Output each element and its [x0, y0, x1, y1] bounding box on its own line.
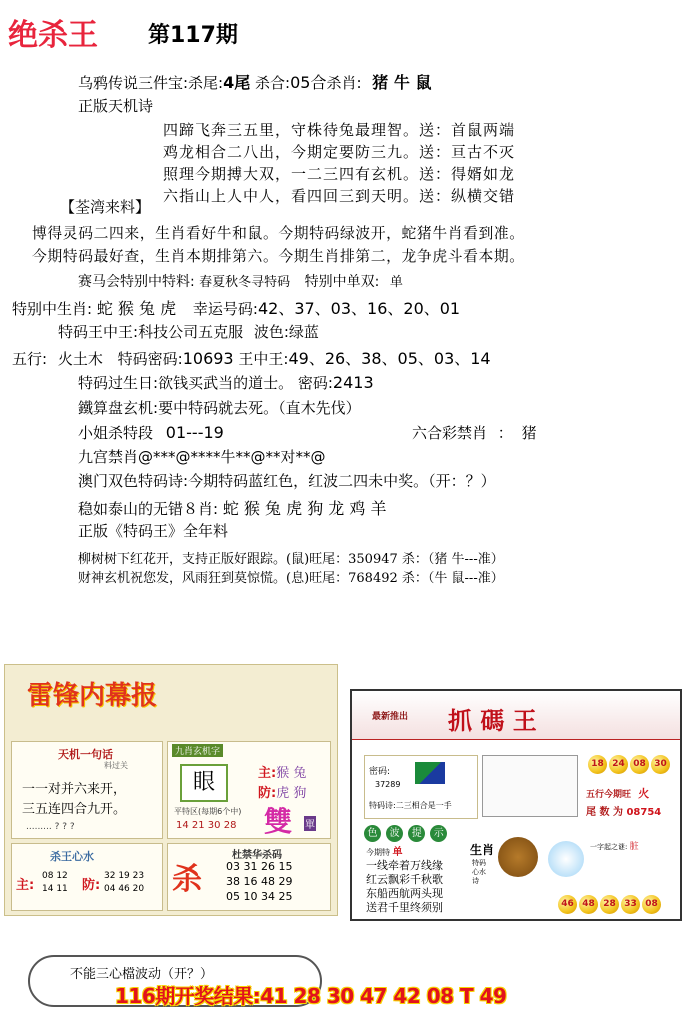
wuxing-mima: 10693 [182, 349, 234, 368]
wuya-xiao: 猪 牛 鼠 [372, 73, 432, 92]
wuya-he-label: 杀合: [250, 74, 291, 92]
leifeng-pingte-note: (每期6个中) [198, 807, 242, 816]
leifeng-title: 雷锋内幕报 [27, 681, 158, 711]
zhuama-wx-value: 火 [638, 787, 650, 800]
tmw-bo: 绿蓝 [288, 323, 319, 341]
leifeng-sha: 杀 [172, 862, 202, 897]
zhuama-mima-box [364, 755, 478, 819]
leifeng-panel [4, 664, 338, 916]
leifeng-tianji-sub: 料过关 [104, 761, 128, 770]
result-numbers: 41 28 30 47 42 08 T 49 [260, 984, 507, 1008]
leifeng-shuang-small: 單 [304, 816, 316, 831]
tiesuan-line [78, 397, 361, 418]
tmw-value: 科技公司五克服 [138, 323, 244, 341]
leifeng-pingte-label: 平特区 [174, 807, 198, 816]
zhuama-ball-top-4: 30 [651, 755, 670, 774]
zhuama-yjzhi-value: 脏 [629, 842, 639, 852]
leifeng-dots: ......... ? ? ? [26, 822, 75, 832]
zhuama-tmsh [369, 800, 452, 811]
saima-line [78, 271, 403, 291]
saima-value: 春夏秋冬寻特码 [199, 275, 291, 290]
leifeng-shazhu-row-1: 03 31 26 15 [226, 860, 293, 873]
wuxing-line [12, 346, 491, 369]
zhuama-ws-value: 08754 [626, 807, 662, 818]
shengri-mima-label: 密码: [297, 374, 333, 392]
leifeng-pingte-nums: 14 21 30 28 [176, 820, 237, 831]
zhuama-poem-1: 一线牵着万线缘 [366, 859, 443, 872]
tmw-bo-label: 波色: [253, 323, 289, 341]
wuxing-mima-label: 特码密码: [117, 350, 183, 368]
tianji-line-3: 照理今期搏大双，一二三四有玄机。送：得婿如龙 [163, 165, 516, 183]
leifeng-tianji-box [11, 741, 163, 839]
taishan-label: 稳如泰山的无错８肖: [78, 500, 219, 518]
tianji-line-4: 六指山上人中人，看四回三到天明。送：纵横交错 [163, 187, 516, 205]
zhuama-tabs [364, 821, 447, 842]
xiaojie-line [78, 422, 224, 443]
shengri-line [78, 372, 374, 393]
wuya-label: 乌鸦传说三件宝:杀尾: [78, 74, 224, 92]
jinxiao-value: 猪 [521, 424, 537, 442]
zhuama-sun-icon [548, 841, 584, 877]
result-label: 116期开奖结果: [115, 984, 261, 1008]
zhuama-ball-top-3: 08 [630, 755, 649, 774]
saima-label: 赛马会特别中特料: [78, 274, 195, 290]
leifeng-xin-fang-nums: 32 19 23 04 46 20 [104, 871, 145, 894]
leifeng-fang [258, 782, 306, 801]
zhuama-shengxiao: 生肖 [470, 843, 495, 857]
bottom-line-2: 财神玄机祝您发，风雨狂到莫惊慌。(息)旺尾：768492 杀：（牛 鼠---准） [78, 571, 504, 586]
zhuama-ball-bottom-3: 28 [600, 895, 619, 914]
taishan-value: 蛇 猴 兔 虎 狗 龙 鸡 羊 [222, 499, 387, 518]
zhuama-tmsh-value: 二三相合是一手 [395, 801, 452, 810]
zhuama-ws-label: 尾 数 为 [586, 807, 623, 818]
saima-ds-label: 特别中单双: [304, 274, 380, 290]
xiaojie-value: 01---19 [165, 423, 224, 442]
zhuama-ball-bottom-1: 46 [558, 895, 577, 914]
zhuama-yjzhi [590, 839, 639, 852]
leifeng-zhu [258, 762, 306, 781]
leifeng-shazhu-title: 杜禁华杀码 [232, 850, 282, 861]
shengri-label: 特码过生日: [78, 374, 159, 392]
tebie-lucky: 42、37、03、16、20、01 [257, 299, 461, 318]
leifeng-tianji-line-2: 三五连四合九开。 [22, 802, 127, 817]
jiugong-line: 九宫禁肖@***@****牛**@**对**@ [78, 448, 326, 466]
wuxing-label: 五行: [12, 350, 48, 368]
zhuama-tab-1: 色 [364, 825, 381, 842]
zhuama-mima-label: 密码: [369, 767, 391, 777]
leifeng-xin-zhu: 主: [16, 878, 35, 893]
zhuama-tab-3: 提 [408, 825, 425, 842]
leifeng-xiao-box [167, 741, 331, 839]
leifeng-xiao-char: 眼 [180, 764, 228, 802]
quanwan-line-2: 今期特码最好查，生肖本期排第六。今期生肖排第二，龙争虎斗看本期。 [32, 248, 525, 265]
leifeng-pingte [174, 806, 241, 817]
aomen-value: 今期特码蓝红色，红波二四未中奖。（开：？） [188, 472, 496, 490]
leifeng-fang-value: 虎 狗 [276, 786, 307, 801]
aomen-label: 澳门双色特码诗: [78, 472, 189, 490]
zhuama-mima-value: 37289 [375, 780, 401, 789]
zhuama-side: 特码心水诗 [472, 859, 486, 885]
tianji-label: 正版天机诗 [78, 97, 154, 115]
leifeng-shazhu-box [167, 843, 331, 911]
tebie-label: 特别中生肖: [12, 300, 93, 318]
quanwan-line-1: 博得灵码二四来，生肖看好牛和鼠。今期特码绿波开，蛇猪牛肖看到准。 [32, 225, 525, 242]
zhuama-mima [369, 764, 390, 777]
aomen-line [78, 470, 496, 491]
leifeng-xin-fang: 防: [82, 878, 101, 893]
zhuama-ball-bottom-5: 08 [642, 895, 661, 914]
page-title: 绝杀王 [8, 18, 98, 53]
zhuama-title: 抓 碼 王 [448, 706, 537, 735]
jinxiao-label: 六合彩禁肖 [412, 424, 488, 442]
leifeng-fang-label: 防: [258, 786, 277, 801]
leifeng-xiao-title: 九肖玄机字 [172, 744, 223, 757]
cloud-text: 不能三心檔波动（开？） [70, 967, 214, 982]
zhuama-tab-2: 波 [386, 825, 403, 842]
zhuama-ball-bottom-2: 48 [579, 895, 598, 914]
zhuama-poem-4: 送君千里终须别 [366, 901, 443, 914]
zhuama-wx [586, 785, 649, 801]
wuya-tail: 4尾 [223, 73, 251, 92]
leifeng-shuang: 雙 [264, 805, 293, 838]
saima-ds-value: 单 [389, 275, 403, 290]
quannian-line: 正版《特码王》全年料 [78, 522, 229, 540]
wuxing-wzw: 49、26、38、05、03、14 [288, 349, 491, 368]
zhuama-ws [586, 803, 661, 818]
tianji-line-2: 鸡龙相合二八出，今期定要防三九。送：亘古不灭 [163, 143, 516, 161]
wuya-he: 05合 [290, 73, 327, 92]
tiesuan-value: 要中特码就去死。（直木先伐） [158, 399, 361, 417]
tmw-line [58, 321, 319, 342]
zhuama-ball-top-1: 18 [588, 755, 607, 774]
quanwan-label: 【荃湾来料】 [60, 198, 151, 216]
leifeng-zhu-value: 猴 兔 [276, 766, 307, 781]
bottom-line-1: 柳树树下红花开，支持正版好跟踪。(鼠)旺尾：350947 杀：（猪 牛---准） [78, 552, 504, 567]
leifeng-tianji-title: 天机一句话 [58, 748, 113, 761]
zhuama-sketch-icon [482, 755, 578, 817]
zhuama-monkey-icon [498, 837, 538, 877]
leifeng-xinshui-box [11, 843, 163, 911]
leifeng-shazhu-row-3: 05 10 34 25 [226, 890, 293, 903]
zhuama-tab-4: 示 [430, 825, 447, 842]
tmw-label: 特码王中王: [58, 323, 139, 341]
tiesuan-label: 鐵算盘玄机: [78, 399, 159, 417]
zhuama-top-label: 最新推出 [372, 712, 409, 722]
zhuama-jin-value: 单 [392, 847, 403, 858]
tebie-value: 蛇 猴 兔 虎 [96, 299, 177, 318]
zhuama-wx-label: 五行今期旺 [586, 790, 632, 800]
zhuama-logo-icon [415, 762, 445, 784]
leifeng-xinshui-title: 杀王心水 [50, 850, 94, 863]
result-line [115, 980, 506, 1009]
zhuama-jin [366, 843, 403, 858]
zhuama-ball-top-2: 24 [609, 755, 628, 774]
leifeng-xin-zhu-nums: 08 12 14 11 [42, 871, 68, 894]
leifeng-zhu-label: 主: [258, 766, 277, 781]
zhuama-ball-bottom-4: 33 [621, 895, 640, 914]
shengri-mima: 2413 [332, 373, 374, 392]
tianji-line-1: 四蹄飞奔三五里，守株待兔最理智。送：首鼠两端 [163, 121, 516, 139]
tebie-line [12, 296, 460, 319]
zhuama-poem-2: 红云飘彩千秋歌 [366, 873, 443, 886]
leifeng-tianji-line-1: 一一对并六来开， [22, 782, 127, 797]
wuya-xiao-label: 杀肖: [326, 74, 362, 92]
leifeng-shazhu-row-2: 38 16 48 29 [226, 875, 293, 888]
zhuama-jin-label: 今期特 [366, 848, 390, 857]
wuya-line [78, 70, 431, 93]
tebie-lucky-label: 幸运号码: [192, 300, 258, 318]
taishan-line [78, 496, 386, 519]
wuxing-wzw-label: 王中王: [238, 350, 289, 368]
wuxing-value: 火土木 [57, 350, 103, 368]
zhuama-yjzhi-label: 一字起之谜: [590, 843, 628, 851]
zhuama-tmsh-label: 特码诗: [369, 801, 396, 810]
zhuama-poem-3: 东船西航两头现 [366, 887, 443, 900]
zhuama-panel [350, 689, 682, 921]
issue-number: 第117期 [148, 23, 238, 48]
jinxiao-line: 六合彩禁肖 ： 猪 [412, 424, 537, 442]
xiaojie-label: 小姐杀特段 [78, 424, 154, 442]
shengri-value: 欲钱买武当的道士。 [158, 374, 294, 392]
